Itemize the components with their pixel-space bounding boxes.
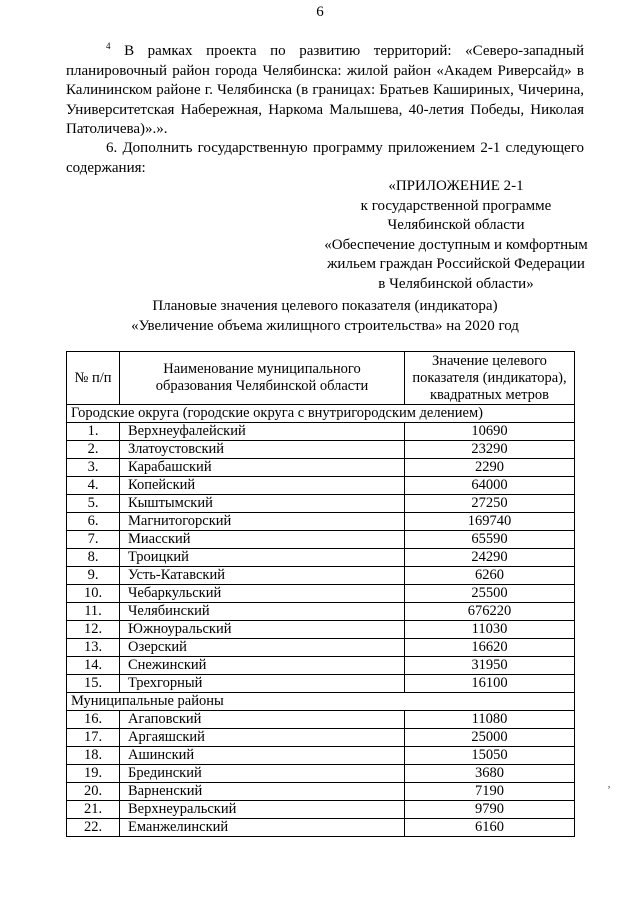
appendix-line-5: жильем граждан Российской Федерации xyxy=(327,256,585,272)
municipality-name: Аргаяшский xyxy=(120,729,405,747)
appendix-line-2: к государственной программе xyxy=(360,197,552,214)
municipality-name: Снежинский xyxy=(120,657,405,675)
municipality-name: Миасский xyxy=(120,531,405,549)
municipality-name: Кыштымский xyxy=(120,495,405,513)
group-row-municipal-districts xyxy=(67,693,575,711)
table-row xyxy=(67,747,575,765)
scan-mark: ʼ xyxy=(607,783,611,797)
indicator-value: 25000 xyxy=(405,729,575,747)
group-row-municipal-districts-label: Муниципальные районы xyxy=(67,693,575,711)
footnote-mark: 4 xyxy=(106,41,111,51)
municipality-name: Челябинский xyxy=(120,603,405,621)
table-row xyxy=(67,585,575,603)
appendix-line-1: «ПРИЛОЖЕНИЕ 2-1 xyxy=(388,178,524,194)
row-number: 2. xyxy=(67,441,120,459)
header-value: Значение целевого показателя (индикатора), квадратных метров xyxy=(405,352,575,405)
indicator-table xyxy=(66,351,575,837)
municipality-name: Верхнеуральский xyxy=(120,801,405,819)
table-row xyxy=(67,801,575,819)
indicator-value: 23290 xyxy=(405,441,575,459)
row-number: 12. xyxy=(67,621,120,639)
municipality-name: Чебаркульский xyxy=(120,585,405,603)
indicator-value: 2290 xyxy=(405,459,575,477)
table-row xyxy=(67,729,575,747)
indicator-value: 6160 xyxy=(405,819,575,837)
indicator-value: 6260 xyxy=(405,567,575,585)
appendix-heading xyxy=(314,177,598,294)
indicator-value: 11080 xyxy=(405,711,575,729)
table-row xyxy=(67,531,575,549)
table-row xyxy=(67,603,575,621)
header-name: Наименование муниципального образования Челябинской области xyxy=(120,352,405,405)
indicator-value: 676220 xyxy=(405,603,575,621)
row-number: 11. xyxy=(67,603,120,621)
table-title-line-2: «Увеличение объема жилищного строительства» на 2020 год xyxy=(131,317,519,334)
municipality-name: Копейский xyxy=(120,477,405,495)
table-row xyxy=(67,675,575,693)
row-number: 10. xyxy=(67,585,120,603)
indicator-value: 3680 xyxy=(405,765,575,783)
appendix-line-4: «Обеспечение доступным и комфортным xyxy=(324,236,588,253)
row-number: 15. xyxy=(67,675,120,693)
footnote-paragraph xyxy=(66,42,584,140)
indicator-value: 9790 xyxy=(405,801,575,819)
indicator-value: 15050 xyxy=(405,747,575,765)
table-row xyxy=(67,477,575,495)
indicator-value: 25500 xyxy=(405,585,575,603)
municipality-name: Южноуральский xyxy=(120,621,405,639)
table-row xyxy=(67,549,575,567)
row-number: 16. xyxy=(67,711,120,729)
table-title xyxy=(66,297,584,336)
header-num: № п/п xyxy=(67,352,120,405)
row-number: 3. xyxy=(67,459,120,477)
indicator-value: 169740 xyxy=(405,513,575,531)
table-row xyxy=(67,765,575,783)
municipality-name: Троицкий xyxy=(120,549,405,567)
row-number: 6. xyxy=(67,513,120,531)
paragraph-6: 6. Дополнить государственную программу приложением 2-1 следующего содержания: xyxy=(66,140,584,176)
indicator-value: 24290 xyxy=(405,549,575,567)
table-row xyxy=(67,621,575,639)
group-row-city-districts xyxy=(67,405,575,423)
municipality-name: Трехгорный xyxy=(120,675,405,693)
table-row xyxy=(67,819,575,837)
row-number: 13. xyxy=(67,639,120,657)
table-header-row xyxy=(67,352,575,405)
table-row xyxy=(67,639,575,657)
table-row xyxy=(67,441,575,459)
municipality-name: Усть-Катавский xyxy=(120,567,405,585)
municipality-name: Брединский xyxy=(120,765,405,783)
table-row xyxy=(67,459,575,477)
table-row xyxy=(67,657,575,675)
table-row xyxy=(67,423,575,441)
table-row xyxy=(67,513,575,531)
municipality-name: Озерский xyxy=(120,639,405,657)
municipality-name: Златоустовский xyxy=(120,441,405,459)
row-number: 22. xyxy=(67,819,120,837)
table-body xyxy=(67,405,575,837)
municipality-name: Магнитогорский xyxy=(120,513,405,531)
municipality-name: Еманжелинский xyxy=(120,819,405,837)
row-number: 7. xyxy=(67,531,120,549)
row-number: 8. xyxy=(67,549,120,567)
row-number: 20. xyxy=(67,783,120,801)
footnote-text: В рамках проекта по развитию территорий: «Северо-западный планировочный район города Челябинска: жилой район «Академ Риверсайд» в Калининском районе г. Челябинска (в границах: Братьев Кашириных, Чичерина, Университетская Набережная, Наркома Малышева, 40-летия Победы, Николая Патоличева)».». xyxy=(66,43,584,137)
municipality-name: Ашинский xyxy=(120,747,405,765)
table-row xyxy=(67,567,575,585)
row-number: 14. xyxy=(67,657,120,675)
municipality-name: Агаповский xyxy=(120,711,405,729)
appendix-line-3: Челябинской области xyxy=(387,217,525,233)
row-number: 5. xyxy=(67,495,120,513)
table-row xyxy=(67,711,575,729)
appendix-line-6: в Челябинской области» xyxy=(378,275,534,292)
table-row xyxy=(67,783,575,801)
table-title-line-1: Плановые значения целевого показателя (индикатора) xyxy=(152,298,498,314)
row-number: 17. xyxy=(67,729,120,747)
indicator-value: 31950 xyxy=(405,657,575,675)
indicator-value: 27250 xyxy=(405,495,575,513)
row-number: 9. xyxy=(67,567,120,585)
group-row-city-districts-label: Городские округа (городские округа с внутригородским делением) xyxy=(67,405,575,423)
indicator-value: 16100 xyxy=(405,675,575,693)
municipality-name: Верхнеуфалейский xyxy=(120,423,405,441)
indicator-value: 10690 xyxy=(405,423,575,441)
indicator-value: 16620 xyxy=(405,639,575,657)
indicator-value: 11030 xyxy=(405,621,575,639)
row-number: 18. xyxy=(67,747,120,765)
municipality-name: Варненский xyxy=(120,783,405,801)
page-number: 6 xyxy=(316,4,324,20)
row-number: 21. xyxy=(67,801,120,819)
indicator-value: 7190 xyxy=(405,783,575,801)
row-number: 1. xyxy=(67,423,120,441)
indicator-value: 64000 xyxy=(405,477,575,495)
row-number: 4. xyxy=(67,477,120,495)
row-number: 19. xyxy=(67,765,120,783)
indicator-value: 65590 xyxy=(405,531,575,549)
municipality-name: Карабашский xyxy=(120,459,405,477)
table-row xyxy=(67,495,575,513)
